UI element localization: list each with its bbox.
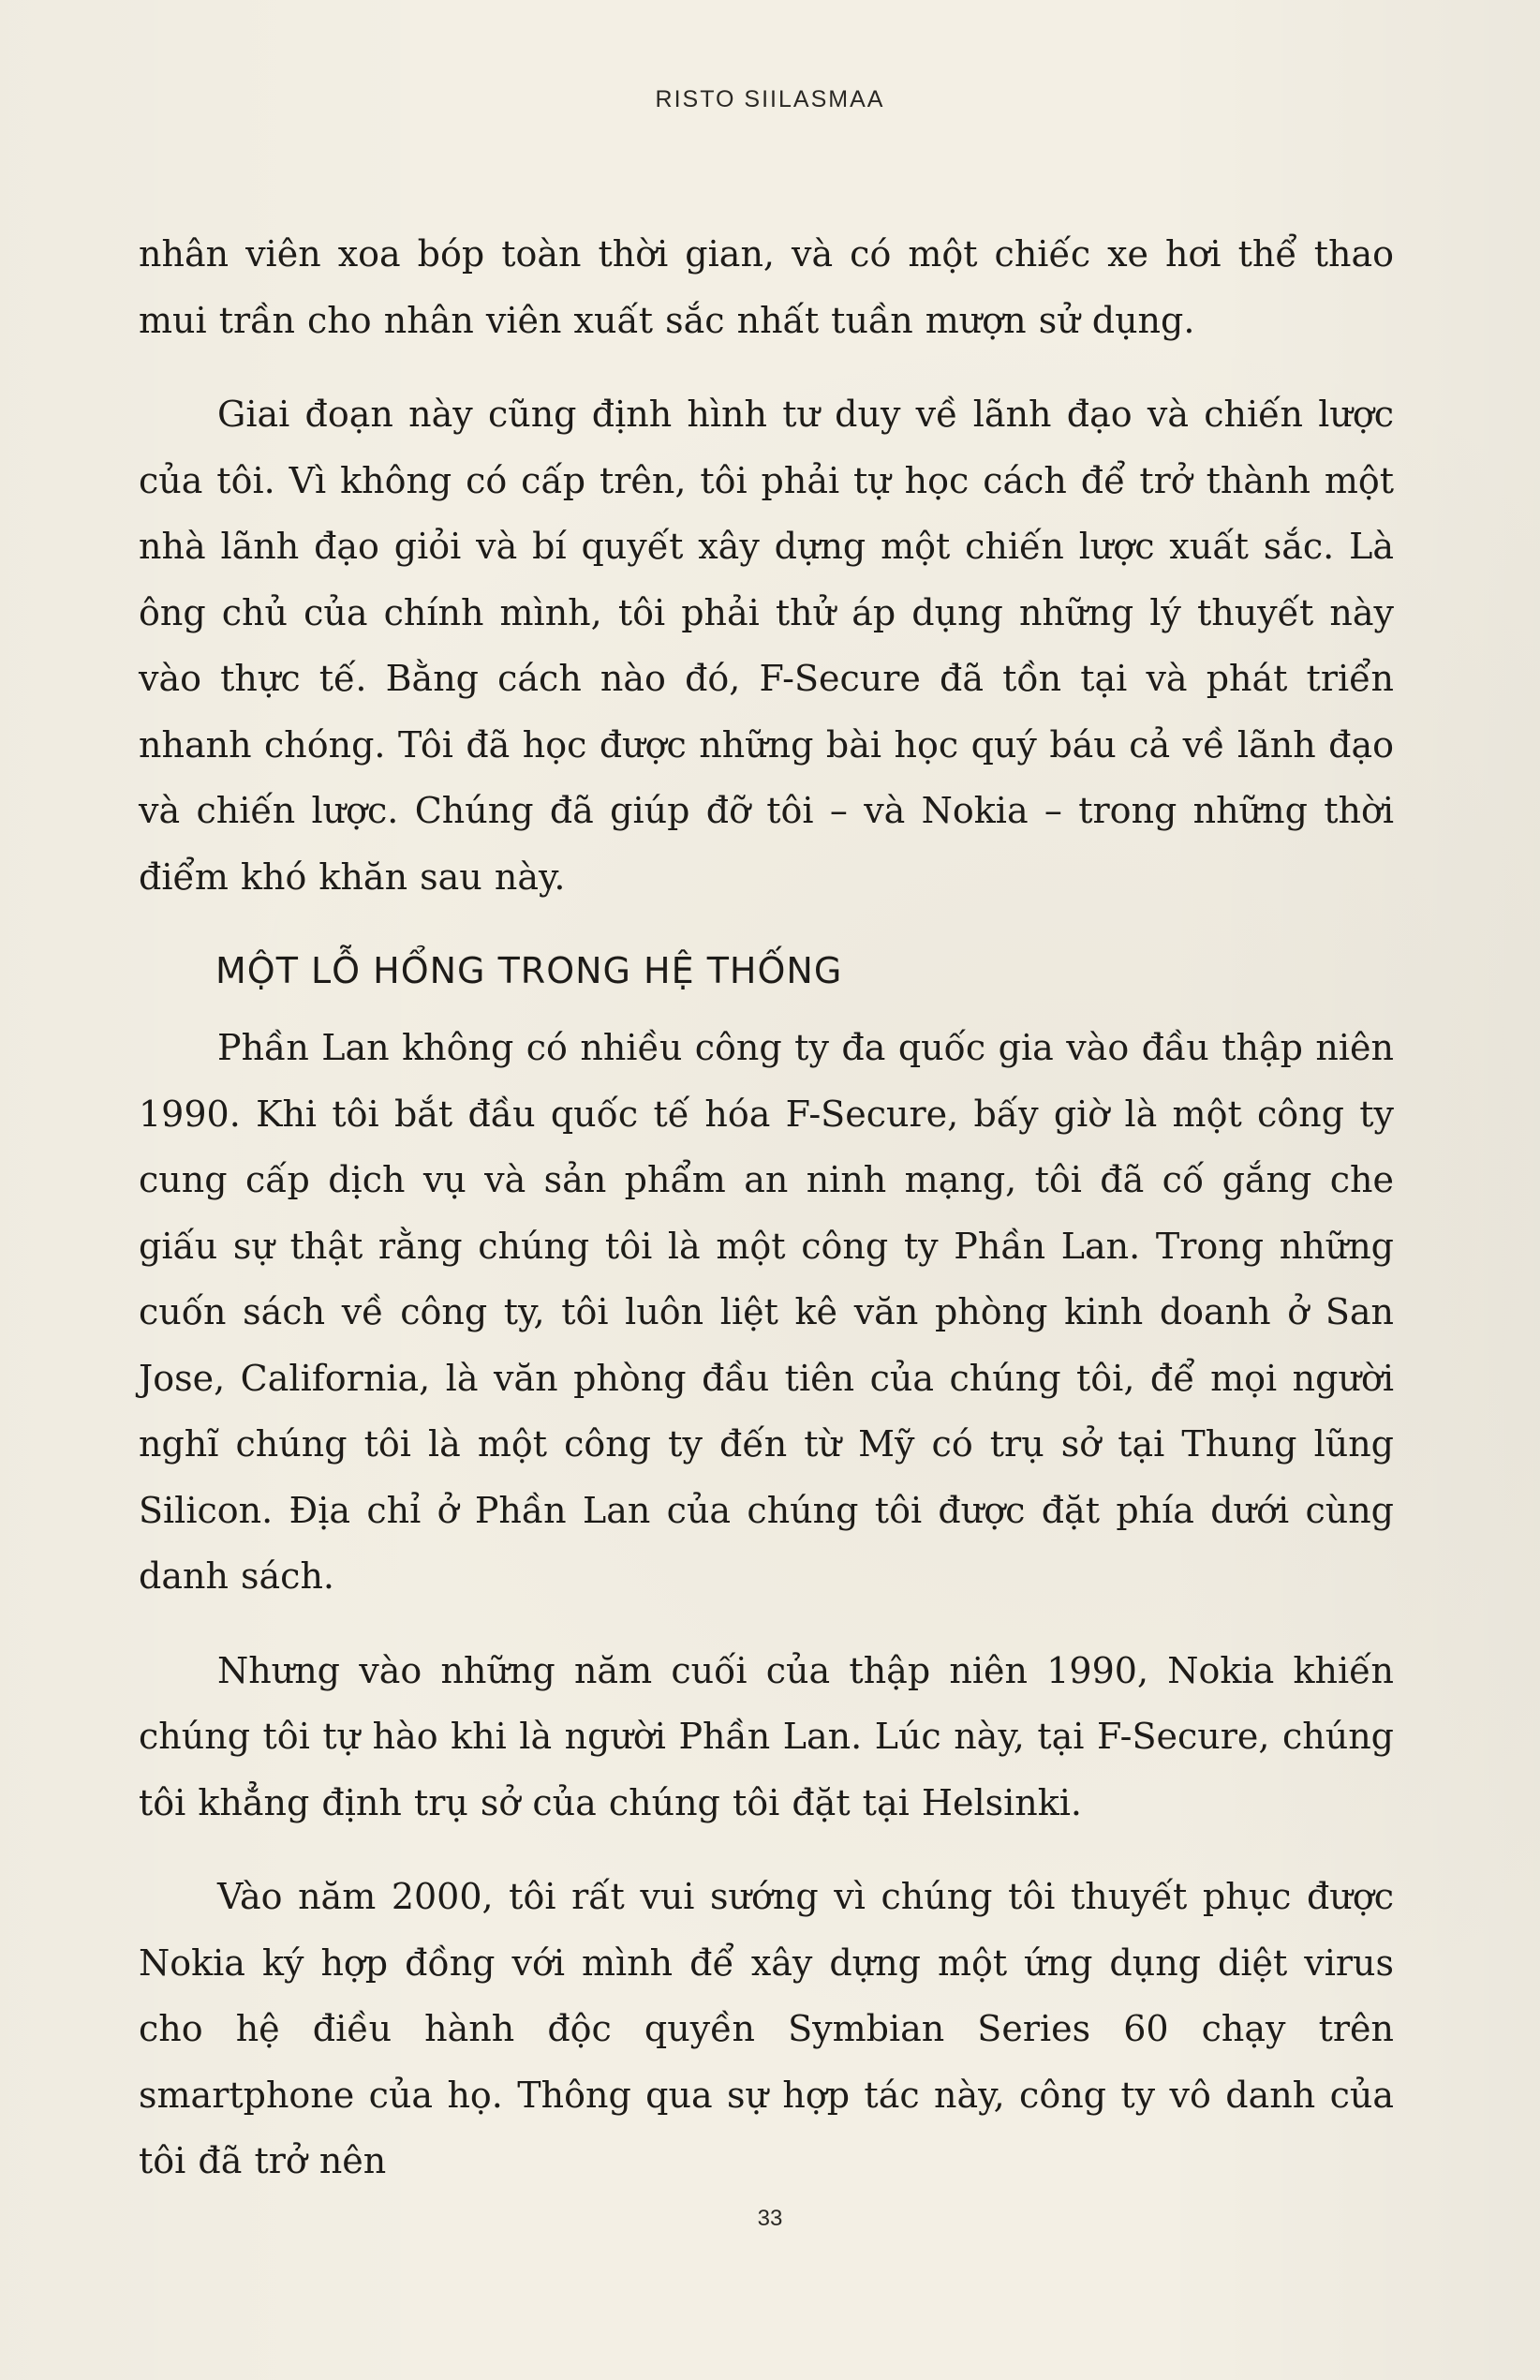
paragraph-gap: [139, 353, 1394, 381]
paragraph-gap: [139, 910, 1394, 938]
section-heading: MỘT LỖ HỔNG TRONG HỆ THỐNG: [215, 950, 843, 991]
paragraph-1: nhân viên xoa bóp toàn thời gian, và có một chiếc xe hơi thể thao mui trần cho nhân viên xuất sắc nhất tuần mượn sử dụng.: [139, 233, 1394, 341]
paragraph-3: Phần Lan không có nhiều công ty đa quốc gia vào đầu thập niên 1990. Khi tôi bắt đầu quốc tế hóa F-Secure, bấy giờ là một công ty cung cấp dịch vụ và sản phẩm an ninh mạng, tôi đã cố gắng che giấu sự thật rằng chúng tôi là một công ty Phần Lan. Trong những cuốn sách về công ty, tôi luôn liệt kê văn phòng kinh doanh ở San Jose, California, là văn phòng đầu tiên của chúng tôi, để mọi người nghĩ chúng tôi là một công ty đến từ Mỹ có trụ sở tại Thung lũng Silicon. Địa chỉ ở Phần Lan của chúng tôi được đặt phía dưới cùng danh sách.: [139, 1027, 1394, 1597]
page-number: 33: [757, 2206, 783, 2231]
paragraph-gap: [139, 1836, 1394, 1864]
paragraph-2: Giai đoạn này cũng định hình tư duy về lãnh đạo và chiến lược của tôi. Vì không có cấp trên, tôi phải tự học cách để trở thành một nhà lãnh đạo giỏi và bí quyết xây dựng một chiến lược xuất sắc. Là ông chủ của chính mình, tôi phải thử áp dụng những lý thuyết này vào thực tế. Bằng cách nào đó, F-Secure đã tồn tại và phát triển nhanh chóng. Tôi đã học được những bài học quý báu cả về lãnh đạo và chiến lược. Chúng đã giúp đỡ tôi – và Nokia – trong những thời điểm khó khăn sau này.: [139, 394, 1394, 898]
paragraph-gap: [139, 1610, 1394, 1638]
paragraph-5: Vào năm 2000, tôi rất vui sướng vì chúng tôi thuyết phục được Nokia ký hợp đồng với mình để xây dựng một ứng dụng diệt virus cho hệ điều hành độc quyền Symbian Series 60 chạy trên smartphone của họ. Thông qua sự hợp tác này, công ty vô danh của tôi đã trở nên: [139, 1876, 1394, 2181]
paragraph-4: Nhưng vào những năm cuối của thập niên 1990, Nokia khiến chúng tôi tự hào khi là người Phần Lan. Lúc này, tại F-Secure, chúng tôi khẳng định trụ sở của chúng tôi đặt tại Helsinki.: [139, 1649, 1394, 1823]
running-head: RISTO SIILASMAA: [655, 86, 885, 112]
body-text: [139, 221, 1394, 2194]
